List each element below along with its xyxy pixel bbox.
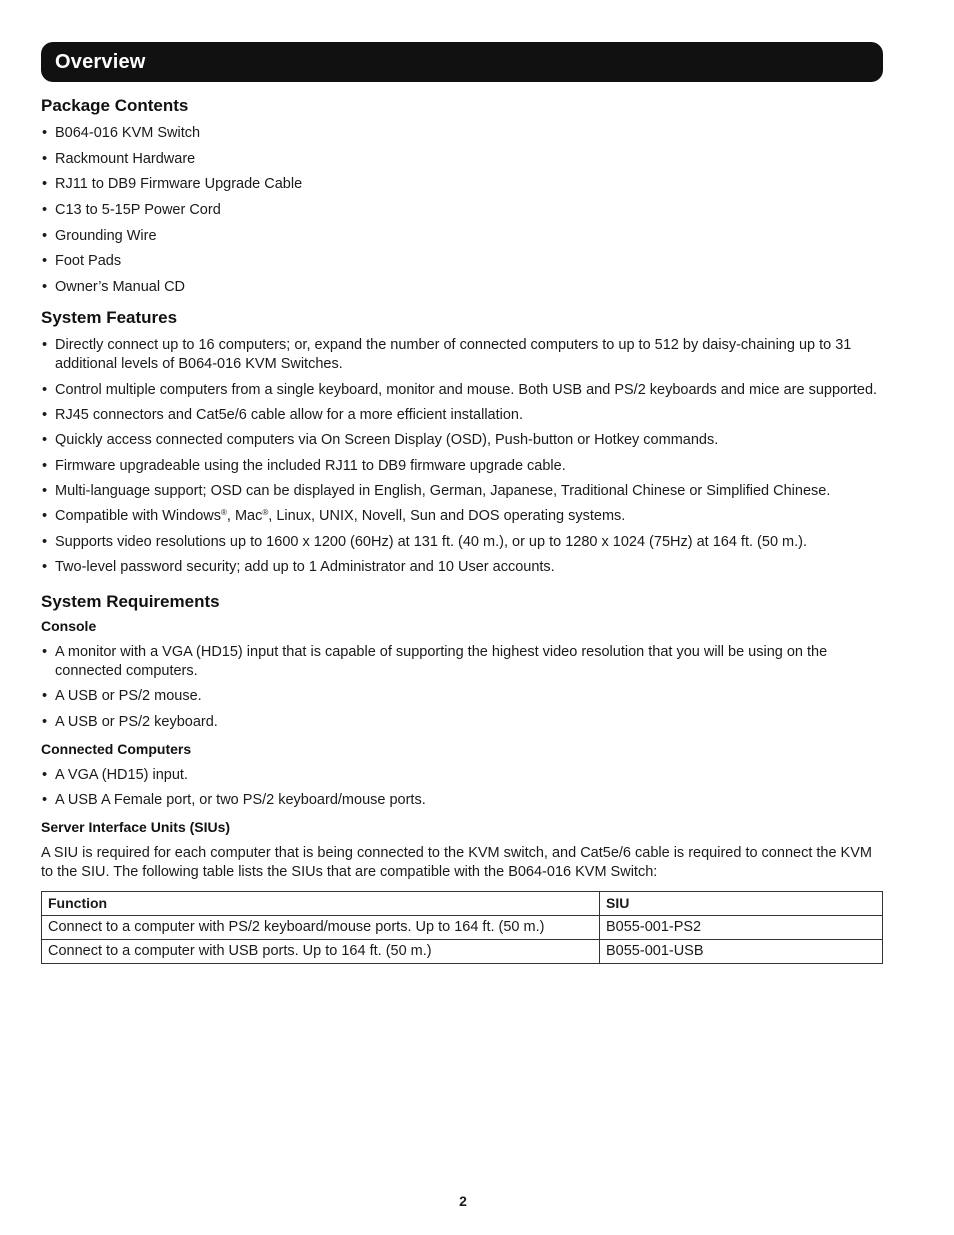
list-item: • B064-016 KVM Switch (41, 124, 883, 143)
list-item: • RJ45 connectors and Cat5e/6 cable allow for a more efficient installation. (41, 406, 883, 425)
list-item: • A monitor with a VGA (HD15) input that is capable of supporting the highest video resolution that you will be using on the connected computers. (41, 643, 883, 681)
list-item: • A VGA (HD15) input. (41, 766, 883, 785)
manual-page (41, 42, 883, 964)
table-header-row (42, 891, 883, 915)
list-item: • Multi-language support; OSD can be displayed in English, German, Japanese, Traditional Chinese or Simplified Chinese. (41, 482, 883, 501)
list-item: • Two-level password security; add up to 1 Administrator and 10 User accounts. (41, 558, 883, 577)
page-number: 2 (459, 1193, 467, 1209)
list-item: • A USB or PS/2 mouse. (41, 687, 883, 706)
list-item: • Compatible with Windows®, Mac®, Linux, UNIX, Novell, Sun and DOS operating systems. (41, 507, 883, 526)
siu-table (41, 891, 883, 964)
list-item: • A USB or PS/2 keyboard. (41, 713, 883, 732)
package-contents-heading: Package Contents (41, 96, 189, 115)
list-item: • C13 to 5-15P Power Cord (41, 201, 883, 220)
system-requirements-heading: System Requirements (41, 592, 220, 612)
sius-paragraph: A SIU is required for each computer that is being connected to the KVM switch, and Cat5e/6 cable is required to connect the KVM to the SIU. The following table lists the SIUs that are compatible with the B064-016 KVM Switch: (41, 844, 872, 880)
system-features-list (41, 336, 883, 577)
console-subheading: Console (41, 618, 97, 635)
list-item: • Owner’s Manual CD (41, 278, 883, 297)
list-item: • Grounding Wire (41, 227, 883, 246)
list-item: • Foot Pads (41, 252, 883, 271)
console-requirements-list (41, 643, 883, 731)
table-cell: B055-001-PS2 (600, 915, 883, 939)
list-item: • Control multiple computers from a single keyboard, monitor and mouse. Both USB and PS/2 keyboards and mice are supported. (41, 381, 883, 400)
section-banner (41, 42, 883, 82)
list-item: • Supports video resolutions up to 1600 x 1200 (60Hz) at 131 ft. (40 m.), or up to 1280 x 1024 (75Hz) at 164 ft. (50 m.). (41, 533, 883, 552)
list-item: • RJ11 to DB9 Firmware Upgrade Cable (41, 175, 883, 194)
list-item: • Directly connect up to 16 computers; or, expand the number of connected computers to up to 512 by daisy-chaining up to 31 additional levels of B064-016 KVM Switches. (41, 336, 883, 374)
table-row (42, 939, 883, 963)
table-cell: B055-001-USB (600, 939, 883, 963)
table-cell: Connect to a computer with USB ports. Up to 164 ft. (50 m.) (42, 939, 600, 963)
banner-title: Overview (55, 50, 146, 73)
table-header-function: Function (42, 891, 600, 915)
connected-computers-subheading: Connected Computers (41, 740, 192, 757)
table-header-siu: SIU (600, 891, 883, 915)
system-features-heading: System Features (41, 308, 178, 328)
connected-computers-list (41, 766, 883, 810)
list-item: • A USB A Female port, or two PS/2 keyboard/mouse ports. (41, 791, 883, 810)
list-item: • Firmware upgradeable using the included RJ11 to DB9 firmware upgrade cable. (41, 457, 883, 476)
sius-subheading: Server Interface Units (SIUs) (41, 818, 231, 835)
list-item: • Quickly access connected computers via On Screen Display (OSD), Push-button or Hotkey commands. (41, 431, 883, 450)
list-item: • Rackmount Hardware (41, 150, 883, 169)
table-cell: Connect to a computer with PS/2 keyboard/mouse ports. Up to 164 ft. (50 m.) (42, 915, 600, 939)
package-contents-list (41, 124, 883, 297)
table-row (42, 915, 883, 939)
